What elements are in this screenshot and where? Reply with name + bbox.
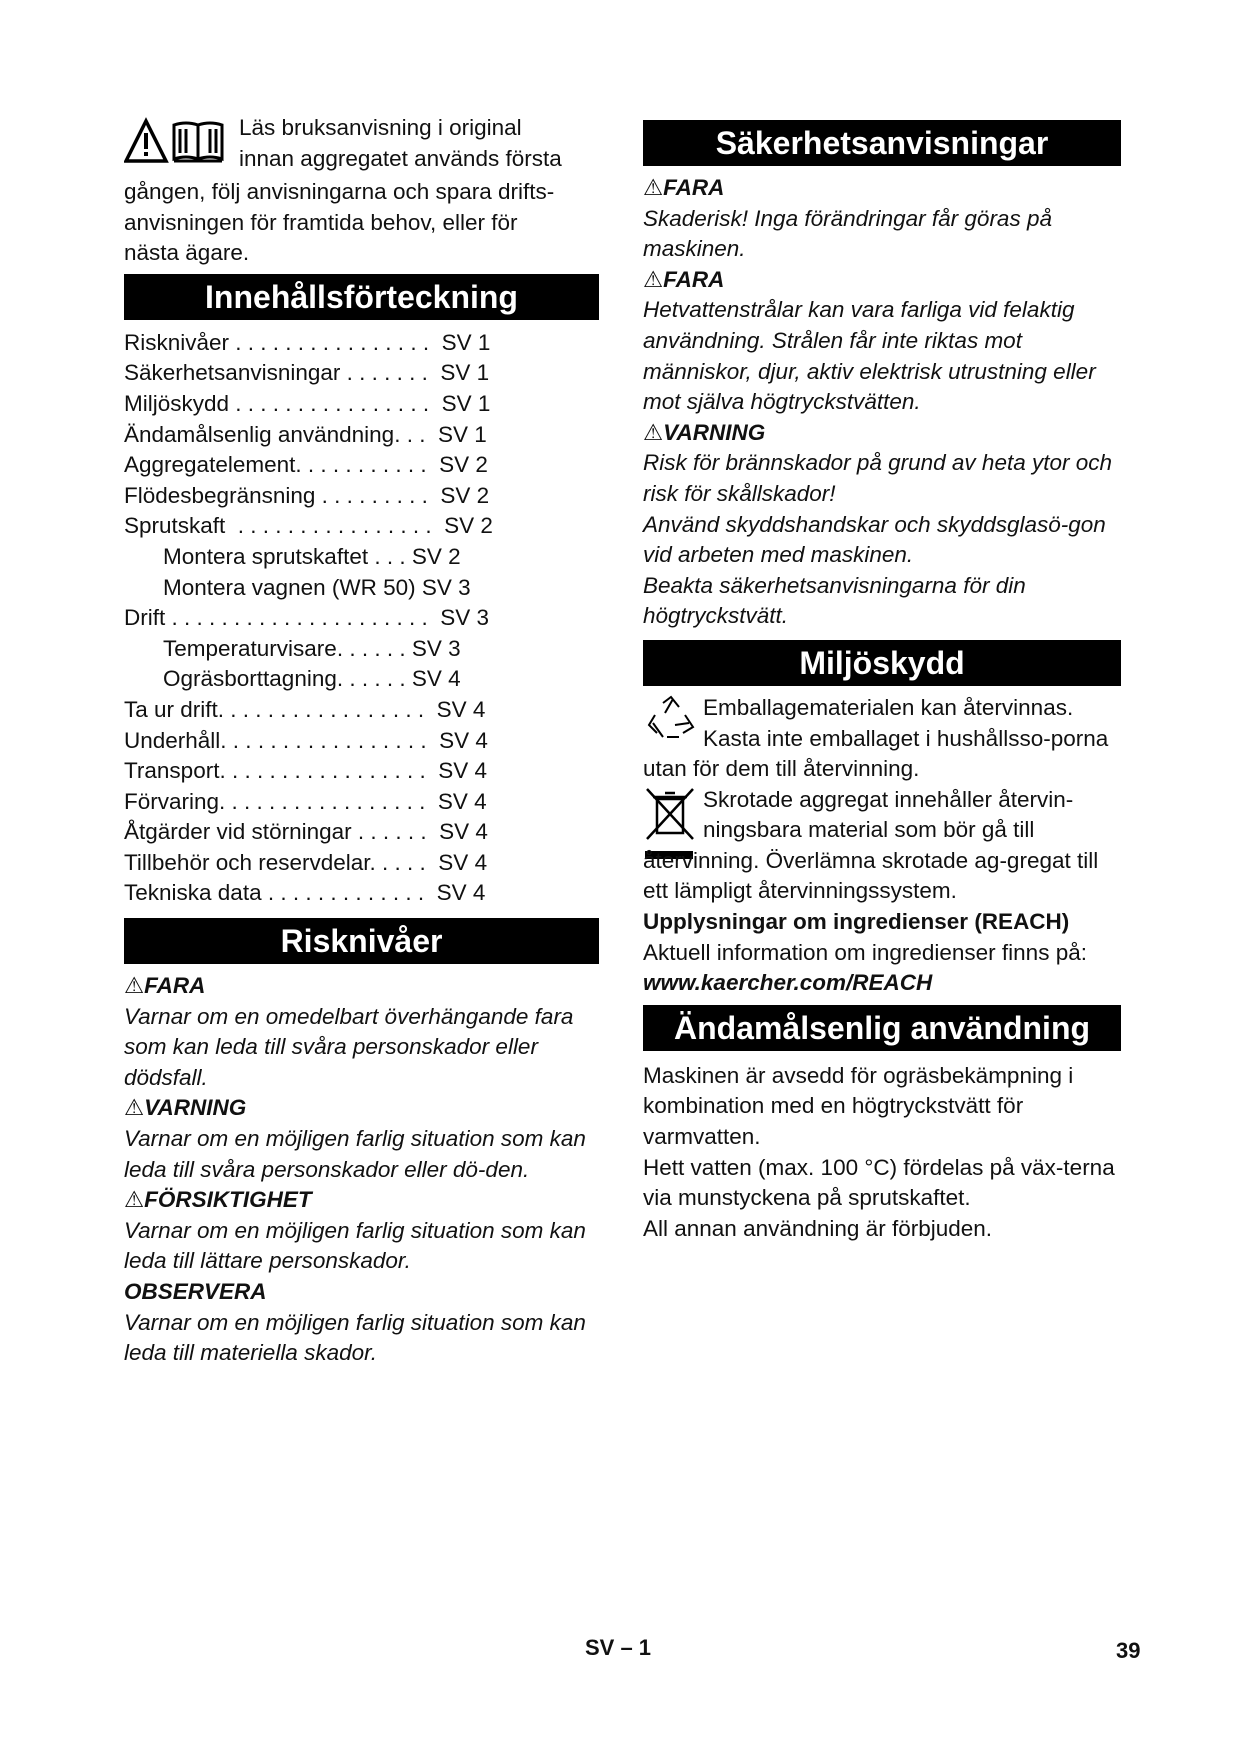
- fara-text: Skaderisk! Inga förändringar får göras på maskinen.: [643, 205, 1052, 262]
- toc-row[interactable]: Säkerhetsanvisningar . . . . . . . SV 1: [124, 360, 490, 386]
- weee-text: Skrotade aggregat innehåller återvin-ningsbara material som bör gå till återvinning. Överlämna skrotade ag-gregat till ett lämpligt återvinningssystem.: [643, 786, 1099, 904]
- intro-line: anvisningen för framtida behov, eller för: [124, 209, 518, 235]
- reach-link[interactable]: www.kaercher.com/REACH: [643, 970, 933, 996]
- fara-label: ⚠FARA: [124, 973, 206, 999]
- intro-line: gången, följ anvisningarna och spara drifts-: [124, 179, 555, 204]
- toc-row[interactable]: Förvaring. . . . . . . . . . . . . . . . . SV 4: [124, 788, 487, 814]
- observera-text: Varnar om en möjligen farlig situation som kan leda till materiella skador.: [124, 1309, 586, 1366]
- usage-heading: Ändamålsenlig användning: [643, 1005, 1121, 1051]
- toc-heading: Innehållsförteckning: [124, 274, 599, 320]
- toc-row[interactable]: Risknivåer . . . . . . . . . . . . . . . . SV 1: [124, 329, 491, 355]
- forsiktighet-label: ⚠FÖRSIKTIGHET: [124, 1187, 312, 1213]
- toc-row[interactable]: Flödesbegränsning . . . . . . . . . SV 2: [124, 482, 490, 508]
- safety-section: [643, 173, 1121, 632]
- usage-text: Maskinen är avsedd för ogräsbekämpning i kombination med en högtryckstvätt för varmvatten.: [643, 1062, 1074, 1150]
- fara-text: Varnar om en omedelbart överhängande fara som kan leda till svåra personskador eller dödsfall.: [124, 1003, 574, 1090]
- reach-text: Aktuell information om ingredienser finns på:: [643, 939, 1087, 965]
- toc-row[interactable]: Åtgärder vid störningar . . . . . . SV 4: [124, 819, 488, 845]
- recycle-icon: [643, 693, 703, 753]
- recycle-block: [643, 693, 1121, 785]
- toc-subrow[interactable]: Montera vagnen (WR 50) SV 3: [163, 574, 471, 600]
- open-book-icon: [174, 123, 222, 161]
- fara-label: ⚠FARA: [643, 175, 725, 200]
- toc-subrow[interactable]: Temperaturvisare. . . . . . SV 3: [163, 635, 461, 661]
- varning-text: Använd skyddshandskar och skyddsglasö-gon vid arbeten med maskinen.: [643, 511, 1106, 568]
- intro-icons: [124, 117, 239, 177]
- usage-section: [643, 1061, 1121, 1245]
- warning-triangle-icon: [126, 121, 166, 161]
- intro-line: nästa ägare.: [124, 240, 250, 266]
- crossed-bin-icon: [643, 785, 703, 845]
- intro-line: Läs bruksanvisning i original: [239, 115, 522, 140]
- toc-row[interactable]: Ta ur drift. . . . . . . . . . . . . . . . . SV 4: [124, 696, 486, 722]
- weee-block: [643, 785, 1121, 907]
- usage-text: All annan användning är förbjuden.: [643, 1215, 993, 1241]
- varning-text: Risk för brännskador på grund av heta ytor och risk för skållskador!: [643, 450, 1113, 506]
- varning-label: ⚠VARNING: [643, 419, 766, 445]
- toc-row[interactable]: Transport. . . . . . . . . . . . . . . . . SV 4: [124, 758, 488, 784]
- fara-text: Hetvattenstrålar kan vara farliga vid felaktig användning. Strålen får inte riktas mot människor, djur, aktiv elektrisk utrustning eller mot själva högtryckstvätten.: [643, 297, 1096, 415]
- varning-text: Beakta säkerhetsanvisningarna för din högtryckstvätt.: [643, 572, 1026, 629]
- page-number: 39: [1116, 1638, 1141, 1663]
- right-column: [643, 113, 1121, 1244]
- varning-text: Varnar om en möjligen farlig situation som kan leda till svåra personskador eller dö-den.: [124, 1126, 586, 1182]
- fara-label: ⚠FARA: [643, 266, 725, 292]
- intro-block: [124, 113, 599, 269]
- varning-label: ⚠VARNING: [124, 1095, 247, 1121]
- recycle-text: Emballagematerialen kan återvinnas. Kasta inte emballaget i hushållsso-porna utan för dem till återvinning.: [643, 694, 1109, 782]
- observera-label: OBSERVERA: [124, 1279, 267, 1304]
- footer-section-label: SV – 1: [585, 1635, 652, 1660]
- toc-row[interactable]: Tekniska data . . . . . . . . . . . . . SV 4: [124, 880, 486, 906]
- toc-row[interactable]: Aggregatelement. . . . . . . . . . . SV 2: [124, 452, 488, 478]
- toc-row[interactable]: Tillbehör och reservdelar. . . . . SV 4: [124, 849, 488, 875]
- safety-heading: Säkerhetsanvisningar: [643, 120, 1121, 166]
- toc-row[interactable]: Miljöskydd . . . . . . . . . . . . . . . . SV 1: [124, 390, 491, 416]
- risk-section: [124, 971, 599, 1369]
- toc-row[interactable]: Drift . . . . . . . . . . . . . . . . . . . . . SV 3: [124, 605, 490, 631]
- toc-subrow[interactable]: Ogräsborttagning. . . . . . SV 4: [163, 666, 461, 692]
- reach-heading: Upplysningar om ingredienser (REACH): [643, 909, 1070, 935]
- toc-subrow[interactable]: Montera sprutskaftet . . . SV 2: [163, 543, 461, 569]
- env-heading: Miljöskydd: [643, 640, 1121, 686]
- table-of-contents: [124, 328, 599, 909]
- intro-line: innan aggregatet används första: [239, 145, 562, 171]
- left-column: [124, 113, 599, 1369]
- risk-heading: Risknivåer: [124, 918, 599, 964]
- toc-row[interactable]: Ändamålsenlig användning. . . SV 1: [124, 421, 487, 447]
- usage-text: Hett vatten (max. 100 °C) fördelas på väx-terna via munstyckena på sprutskaftet.: [643, 1154, 1115, 1211]
- toc-row[interactable]: Sprutskaft . . . . . . . . . . . . . . . . SV 2: [124, 513, 493, 539]
- toc-row[interactable]: Underhåll. . . . . . . . . . . . . . . . . SV 4: [124, 727, 488, 753]
- forsiktighet-text: Varnar om en möjligen farlig situation som kan leda till lättare personskador.: [124, 1217, 586, 1274]
- env-section: [643, 693, 1121, 999]
